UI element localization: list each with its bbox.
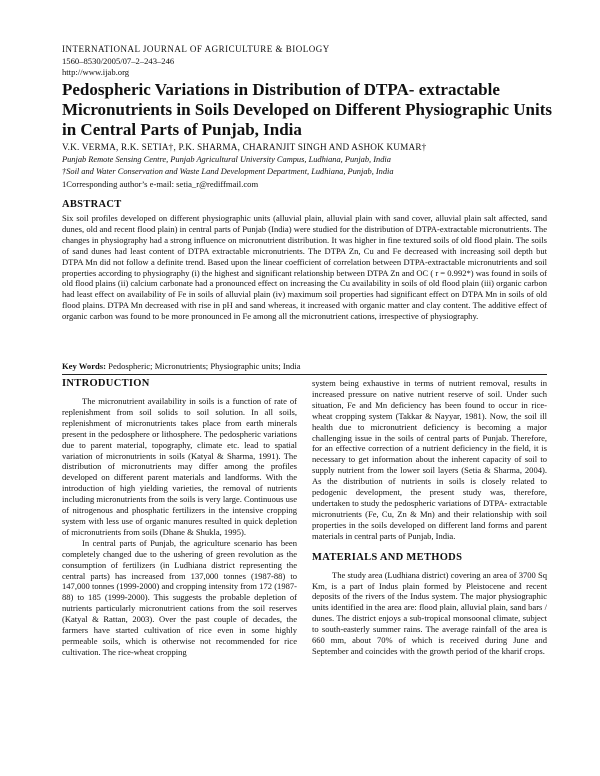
corresponding-author: 1Corresponding author’s e-mail: setia_r@rediffmail.com (62, 179, 259, 189)
section-divider (62, 374, 547, 375)
intro-paragraph-3: system being exhaustive in terms of nutrient removal, results in increased pressure on native nutrient reserve of soil. Under such situation, Fe and Mn deficiency has been found to occur in rice-wheat cropping system (Takkar & Nayyar, 1981). Now, the soil ill health due to micronutrient deficiency is becoming a major challenging issue in the soils of central parts of Punjab. Therefore, for an effective correction of a nutrient deficiency in the field, it is necessary to get information about the inherent capacity of soil to supply nutrient from the lower soil layers (Setia & Sharma, 2004). As the distribution of nutrients in soils is closely related to pedogenic development, the present study was, therefore, undertaken to study the pedospheric variations of DTPA- extractable micronutrients (Fe, Cu, Zn & Mn) and their relationship with soil properties in the soils developed on different land forms and parent materials in central parts of Punjab, India. (312, 378, 547, 541)
affiliation-2: †Soil and Water Conservation and Waste Land Development Department, Ludhiana, Punjab, India (62, 167, 394, 176)
abstract-text: Six soil profiles developed on different physiographic units (alluvial plain, alluvial plain with sand cover, alluvial plain salt affected, sand dunes, old and recent flood plain) in central parts of Punjab (India) were studied for the distribution of DTPA-extractable micronutrients. The changes in physiography had a strong influence on micronutrient distribution. It was higher in fine textured soils of old flood plain. The soils of sand dunes had least content of DTPA extractable micronutrients. The DTPA Zn, Cu and Fe decreased with increasing soil depth but DTPA Mn did not follow a definite trend. Based upon the linear coefficient of correlation between DTPA-extractable micronutrients and soil properties according to physiography (i) the highest and significant relationship between DTPA Zn and OC ( r = 0.992*) was found in soils of old flood plains (ii) calcium carbonate had a pronounced effect on increasing the Cu availability in soils of old flood plain (iii) organic carbon had least effect on availability of Fe in soils of alluvial plain (iv) maximum soil properties had significant effect on DTPA Mn in soils of old flood plains. DTPA Mn decreased with rise in pH and sand whereas, it increased with organic matter and clay content. The additive effect of organic carbon was found to be more pronounced in Fe among all the micronutrient cations, irrespective of physiography. (62, 213, 547, 322)
left-column (62, 378, 297, 658)
journal-name: INTERNATIONAL JOURNAL OF AGRICULTURE & BIOLOGY (62, 44, 330, 54)
keywords-text: Pedospheric; Micronutrients; Physiographic units; India (108, 361, 301, 371)
paper-title: Pedospheric Variations in Distribution of DTPA- extractable Micronutrients in Soils Developed on Different Physiographic Units in Central Parts of Punjab, India (62, 80, 553, 139)
introduction-heading: INTRODUCTION (62, 378, 150, 389)
issn-line: 1560–8530/2005/07–2–243–246 (62, 56, 175, 66)
methods-paragraph-1: The study area (Ludhiana district) covering an area of 3700 Sq Km, is a part of Indus plain formed by Pleistocene and recent deposits of the rivers of the Indus system. The major physiographic units identified in the area are: flood plain, alluvial plain, sand bars / dunes. The district enjoys a sub-tropical monsoonal climate, subject to south-easterly summer rains. The average rainfall of the area is 660 mm, about 70% of which is received during June and September and coincides with the growth period of the kharif crops. (312, 569, 547, 656)
author-list: V.K. VERMA, R.K. SETIA†, P.K. SHARMA, CHARANJIT SINGH AND ASHOK KUMAR† (62, 142, 427, 152)
affiliation-1: Punjab Remote Sensing Centre, Punjab Agricultural University Campus, Ludhiana, Punjab, India (62, 155, 391, 164)
keywords (62, 361, 301, 371)
methods-heading: MATERIALS AND METHODS (312, 551, 463, 563)
intro-paragraph-2: In central parts of Punjab, the agriculture scenario has been completely changed due to the ushering of green revolution as the consumption of fertilizers (in Ludhiana district representing the central parts) has increased from 137,000 tonnes (1987-88) to 147,000 tonnes (1999-2000) and cropping intensity from 172 (1987-88) to 185 (1999-2000). This suggests the probable depletion of nutrients particularly micronutrient cations from the soil reserves (Katyal & Rattan, 2003). Over the past couple of decades, the farmers have started cultivation of rice even in some highly permeable soils, which is otherwise not recommended for rice cultivation. The rice-wheat cropping (62, 537, 297, 657)
keywords-label: Key Words: (62, 361, 107, 371)
abstract-heading: ABSTRACT (62, 199, 122, 210)
journal-url[interactable]: http://www.ijab.org (62, 67, 130, 77)
intro-paragraph-1: The micronutrient availability in soils is a function of rate of replenishment from soil solids to soil solution. In all soils, replenishment of micronutrients takes place from earth minerals present in the pedosphere or lithosphere. The pedospheric variations due to parent material, topography, climate etc. lead to spatial variation of micronutrients in soils (Katyal & Sharma, 1991). The distribution of micronutrients may differ among the profiles developed on different parent materials and landforms. With the introduction of high yielding varieties, the removal of nutrients including micronutrients from the soils is very large. Continuous use of nitrogenous and phosphatic fertilizers in the intensive cropping system with less use of organic manures resulted in quick depletion of micronutrients from soils (Dhane & Shukla, 1995). (62, 396, 297, 537)
right-column (312, 378, 547, 657)
